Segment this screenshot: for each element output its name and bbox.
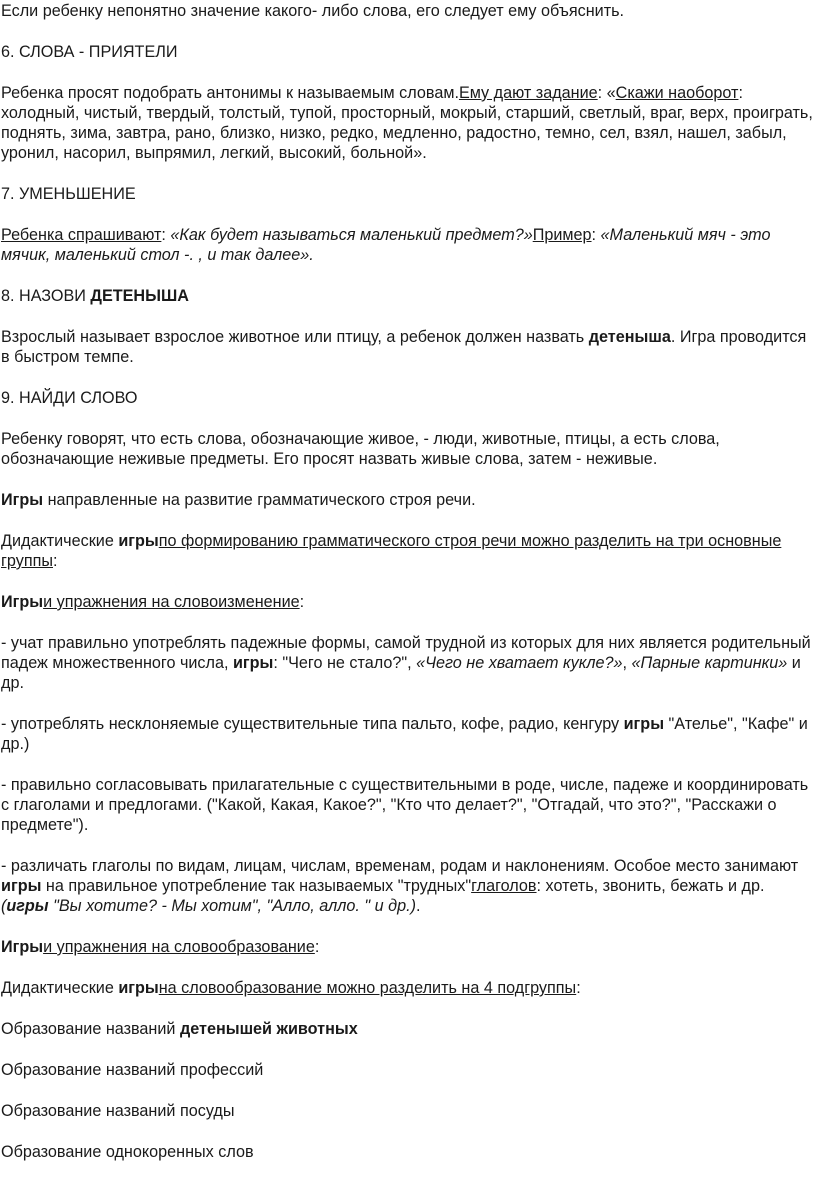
paragraph-indeclinable: - употреблять несклоняемые существительные типа пальто, кофе, радио, кенгуру игры "Ателье", "Кафе" и др.): [1, 715, 808, 753]
paragraph-four-subgroups: Дидактические игрына словообразование можно разделить на 4 подгруппы:: [1, 979, 581, 997]
underlined-say-opposite: Скажи наоборот: [615, 84, 739, 102]
paragraph-word-formation-heading: Игрыи упражнения на словообразование:: [1, 938, 320, 956]
heading-naidi-slovo: 9. НАЙДИ СЛОВО: [1, 389, 138, 407]
list-item-young-animals: Образование названий детенышей животных: [1, 1020, 358, 1038]
paragraph-intro: Если ребенку непонятно значение какого- либо слова, его следует ему объяснить.: [1, 2, 625, 20]
list-item-cognate-words: Образование однокоренных слов: [1, 1143, 254, 1161]
underlined-child-asked: Ребенка спрашивают: [1, 226, 162, 244]
underlined-example: Пример: [532, 226, 592, 244]
paragraph-three-groups: Дидактические игрыпо формированию грамматического строя речи можно разделить на три основные группы:: [1, 532, 782, 570]
heading-nazovi-detenysha: 8. НАЗОВИ ДЕТЕНЫША: [1, 287, 189, 305]
list-item-professions: Образование названий профессий: [1, 1061, 264, 1079]
underlined-task: Ему дают задание: [458, 84, 598, 102]
paragraph-living-words: Ребенку говорят, что есть слова, обозначающие живое, - люди, животные, птицы, а есть слова, обозначающие неживые предметы. Его просят назвать живые слова, затем - неживые.: [1, 430, 720, 468]
paragraph-case-forms: - учат правильно употреблять падежные формы, самой трудной из которых для них является родительный падеж множественного числа, игры: "Чего не стало?", «Чего не хватает кукле?», «Парные картинки» и др.: [1, 634, 811, 692]
paragraph-agreement: - правильно согласовывать прилагательные с существительными в роде, числе, падеже и координировать с глаголами и предлогами. ("Какой, Какая, Какое?", "Кто что делает?", "Отгадай, что это?", "Расскажи о предмете").: [1, 776, 809, 834]
italic-example: «Маленький мяч - это мячик, маленький стол -. , и так далее».: [1, 226, 771, 264]
paragraph-diminutive: Ребенка спрашивают: «Как будет называться маленький предмет?»Пример: «Маленький мяч - это мячик, маленький стол -. , и так далее».: [1, 226, 771, 264]
paragraph-inflection-heading: Игрыи упражнения на словоизменение:: [1, 593, 305, 611]
paragraph-young-animals: Взрослый называет взрослое животное или птицу, а ребенок должен назвать детеныша. Игра проводится в быстром темпе.: [1, 328, 807, 366]
list-item-dishes: Образование названий посуды: [1, 1102, 235, 1120]
paragraph-grammar-games: Игры направленные на развитие грамматического строя речи.: [1, 491, 476, 509]
paragraph-antonyms: Ребенка просят подобрать антонимы к называемым словам.Ему дают задание: «Скажи наоборот: холодный, чистый, твердый, толстый, тупой, просторный, мокрый, старший, светлый, враг, верх, проиграть, поднять, зима, завтра, рано, близко, низко, редко, медленно, радостно, темно, сел, взял, нашел, забыл, уронил, насорил, выпрямил, легкий, высокий, больной».: [1, 84, 813, 162]
paragraph-verbs: - различать глаголы по видам, лицам, числам, временам, родам и наклонениям. Особое место занимают игры на правильное употребление так называемых "трудных"глаголов: хотеть, звонить, бежать и др. (игры "Вы хотите? - Мы хотим", "Алло, алло. " и др.).: [1, 857, 799, 915]
italic-question: «Как будет называться маленький предмет?»: [170, 226, 533, 244]
heading-umensheniye: 7. УМЕНЬШЕНИЕ: [1, 185, 136, 203]
heading-slova-priyateli: 6. СЛОВА - ПРИЯТЕЛИ: [1, 43, 178, 61]
